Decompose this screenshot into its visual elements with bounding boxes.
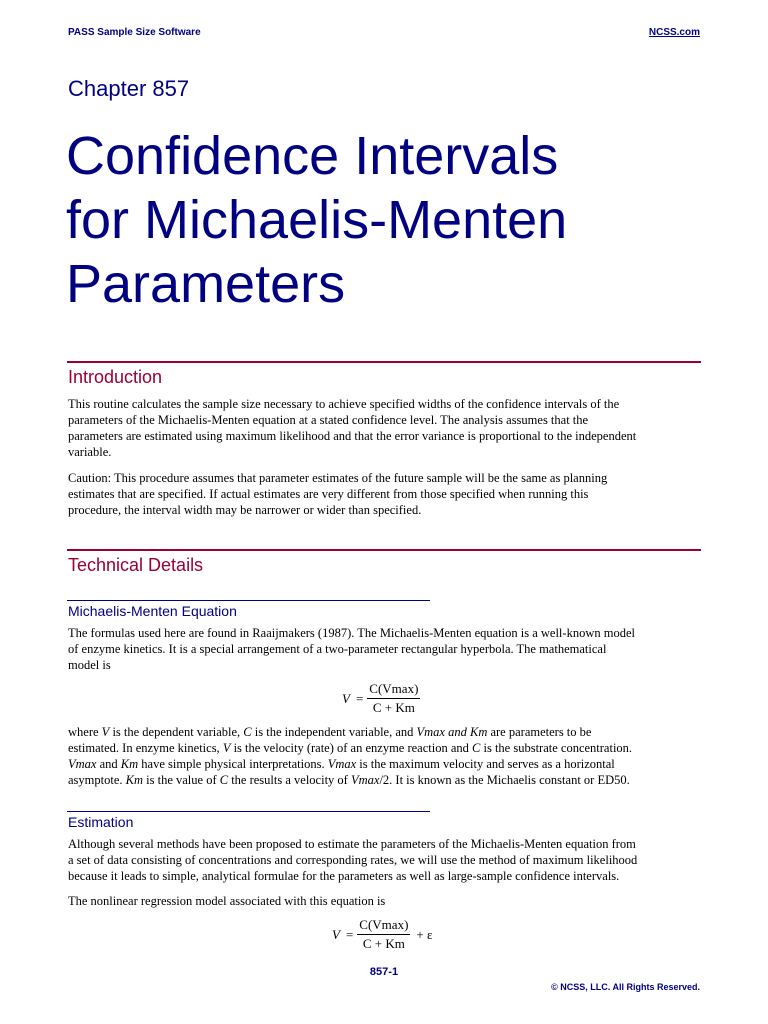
section-divider bbox=[67, 549, 701, 551]
text-line bbox=[68, 756, 704, 772]
estimation-heading: Estimation bbox=[68, 814, 134, 830]
fraction-denominator: C + Km bbox=[362, 936, 405, 951]
fraction-denominator: C + Km bbox=[372, 700, 415, 715]
text-line: parameters are estimated using maximum likelihood and that the error variance is proportional to the independent bbox=[68, 429, 637, 443]
header-product-name: PASS Sample Size Software bbox=[68, 27, 201, 38]
mm-equation-paragraph-2 bbox=[68, 724, 704, 788]
text-line: estimates that are specified. If actual estimates are very different from those specified when running this bbox=[68, 487, 589, 501]
text-line: parameters of the Michaelis-Menten equation at a stated confidence level. The analysis assumes that the bbox=[68, 413, 589, 427]
copyright-notice: © NCSS, LLC. All Rights Reserved. bbox=[551, 982, 700, 992]
error-term: + ε bbox=[416, 926, 433, 942]
variable-c: C bbox=[219, 773, 229, 787]
estimation-paragraph-2 bbox=[68, 893, 704, 909]
text-run: where bbox=[68, 725, 102, 739]
text-line: procedure, the interval width may be narrower or wider than specified. bbox=[68, 503, 422, 517]
text-run: and bbox=[96, 757, 121, 771]
text-run: is the independent variable, and bbox=[251, 725, 417, 739]
text-line bbox=[68, 772, 704, 788]
page-number: 857-1 bbox=[369, 966, 399, 978]
text-run: is the dependent variable, bbox=[109, 725, 244, 739]
text-run: is the maximum velocity and serves as a horizontal bbox=[356, 757, 615, 771]
variable-vmax: Vmax bbox=[327, 757, 357, 771]
variable-c: C bbox=[243, 725, 252, 739]
variable-vmax: Vmax bbox=[68, 757, 97, 771]
header-website-link[interactable]: NCSS.com bbox=[648, 27, 700, 38]
variable-v: V bbox=[101, 725, 110, 739]
text-line: This routine calculates the sample size necessary to achieve specified widths of the confidence intervals of the bbox=[68, 397, 620, 411]
michaelis-menten-equation bbox=[342, 681, 424, 716]
title-line-2: for Michaelis-Menten bbox=[66, 190, 568, 250]
equation-fraction bbox=[357, 917, 410, 952]
text-line: Caution: This procedure assumes that parameter estimates of the future sample will be the same as planning bbox=[68, 471, 608, 485]
text-run: is the velocity (rate) of an enzyme reaction and bbox=[230, 741, 473, 755]
equation-lhs: V bbox=[342, 690, 350, 706]
michaelis-menten-equation-heading: Michaelis-Menten Equation bbox=[68, 603, 237, 619]
equals-sign: = bbox=[355, 690, 364, 706]
variable-km: Km bbox=[120, 757, 139, 771]
text-run: is the value of bbox=[143, 773, 220, 787]
text-run: /2. It is known as the Michaelis constant or ED50. bbox=[379, 773, 630, 787]
text-run: the results a velocity of bbox=[228, 773, 351, 787]
equation-lhs: V bbox=[332, 926, 340, 942]
introduction-paragraph-1 bbox=[68, 396, 704, 460]
text-run: asymptote. bbox=[68, 773, 126, 787]
variable-km: Km bbox=[125, 773, 144, 787]
text-line: a set of data consisting of concentrations and corresponding rates, we will use the method of maximum likelihood bbox=[68, 853, 638, 867]
title-line-3: Parameters bbox=[66, 254, 346, 314]
variable-v: V bbox=[222, 741, 231, 755]
subsection-divider bbox=[67, 811, 430, 812]
introduction-paragraph-2 bbox=[68, 470, 704, 518]
text-line: model is bbox=[68, 658, 111, 672]
text-line: The formulas used here are found in Raaijmakers (1987). The Michaelis-Menten equation is a well-known model bbox=[68, 626, 635, 640]
text-run: are parameters to be bbox=[487, 725, 592, 739]
text-line: Although several methods have been proposed to estimate the parameters of the Michaelis-Menten equation from bbox=[68, 837, 636, 851]
page-title bbox=[66, 124, 706, 316]
nonlinear-regression-equation bbox=[332, 917, 432, 952]
estimation-paragraph-1 bbox=[68, 836, 704, 884]
technical-details-heading: Technical Details bbox=[68, 555, 204, 575]
equals-sign: = bbox=[345, 926, 354, 942]
mm-equation-paragraph-1 bbox=[68, 625, 704, 673]
text-run: have simple physical interpretations. bbox=[138, 757, 328, 771]
text-line: of enzyme kinetics. It is a special arrangement of a two-parameter rectangular hyperbola. The mathematical bbox=[68, 642, 607, 656]
text-run: estimated. In enzyme kinetics, bbox=[68, 741, 223, 755]
fraction-numerator: C(Vmax) bbox=[357, 917, 410, 935]
chapter-number: Chapter 857 bbox=[68, 76, 190, 101]
introduction-heading: Introduction bbox=[68, 367, 163, 387]
equation-fraction bbox=[367, 681, 420, 716]
title-line-1: Confidence Intervals bbox=[66, 126, 559, 186]
text-run: is the substrate concentration. bbox=[480, 741, 633, 755]
subsection-divider bbox=[67, 600, 430, 601]
variable-vmax-km: Vmax and Km bbox=[416, 725, 488, 739]
text-line bbox=[68, 724, 704, 740]
text-line: variable. bbox=[68, 445, 112, 459]
text-line bbox=[68, 740, 704, 756]
variable-c: C bbox=[472, 741, 481, 755]
section-divider bbox=[67, 361, 701, 363]
fraction-numerator: C(Vmax) bbox=[367, 681, 420, 699]
variable-vmax: Vmax bbox=[350, 773, 380, 787]
text-line: The nonlinear regression model associated with this equation is bbox=[68, 894, 386, 908]
text-line: because it leads to simple, analytical formulae for the parameters as well as large-sample confidence intervals. bbox=[68, 869, 620, 883]
